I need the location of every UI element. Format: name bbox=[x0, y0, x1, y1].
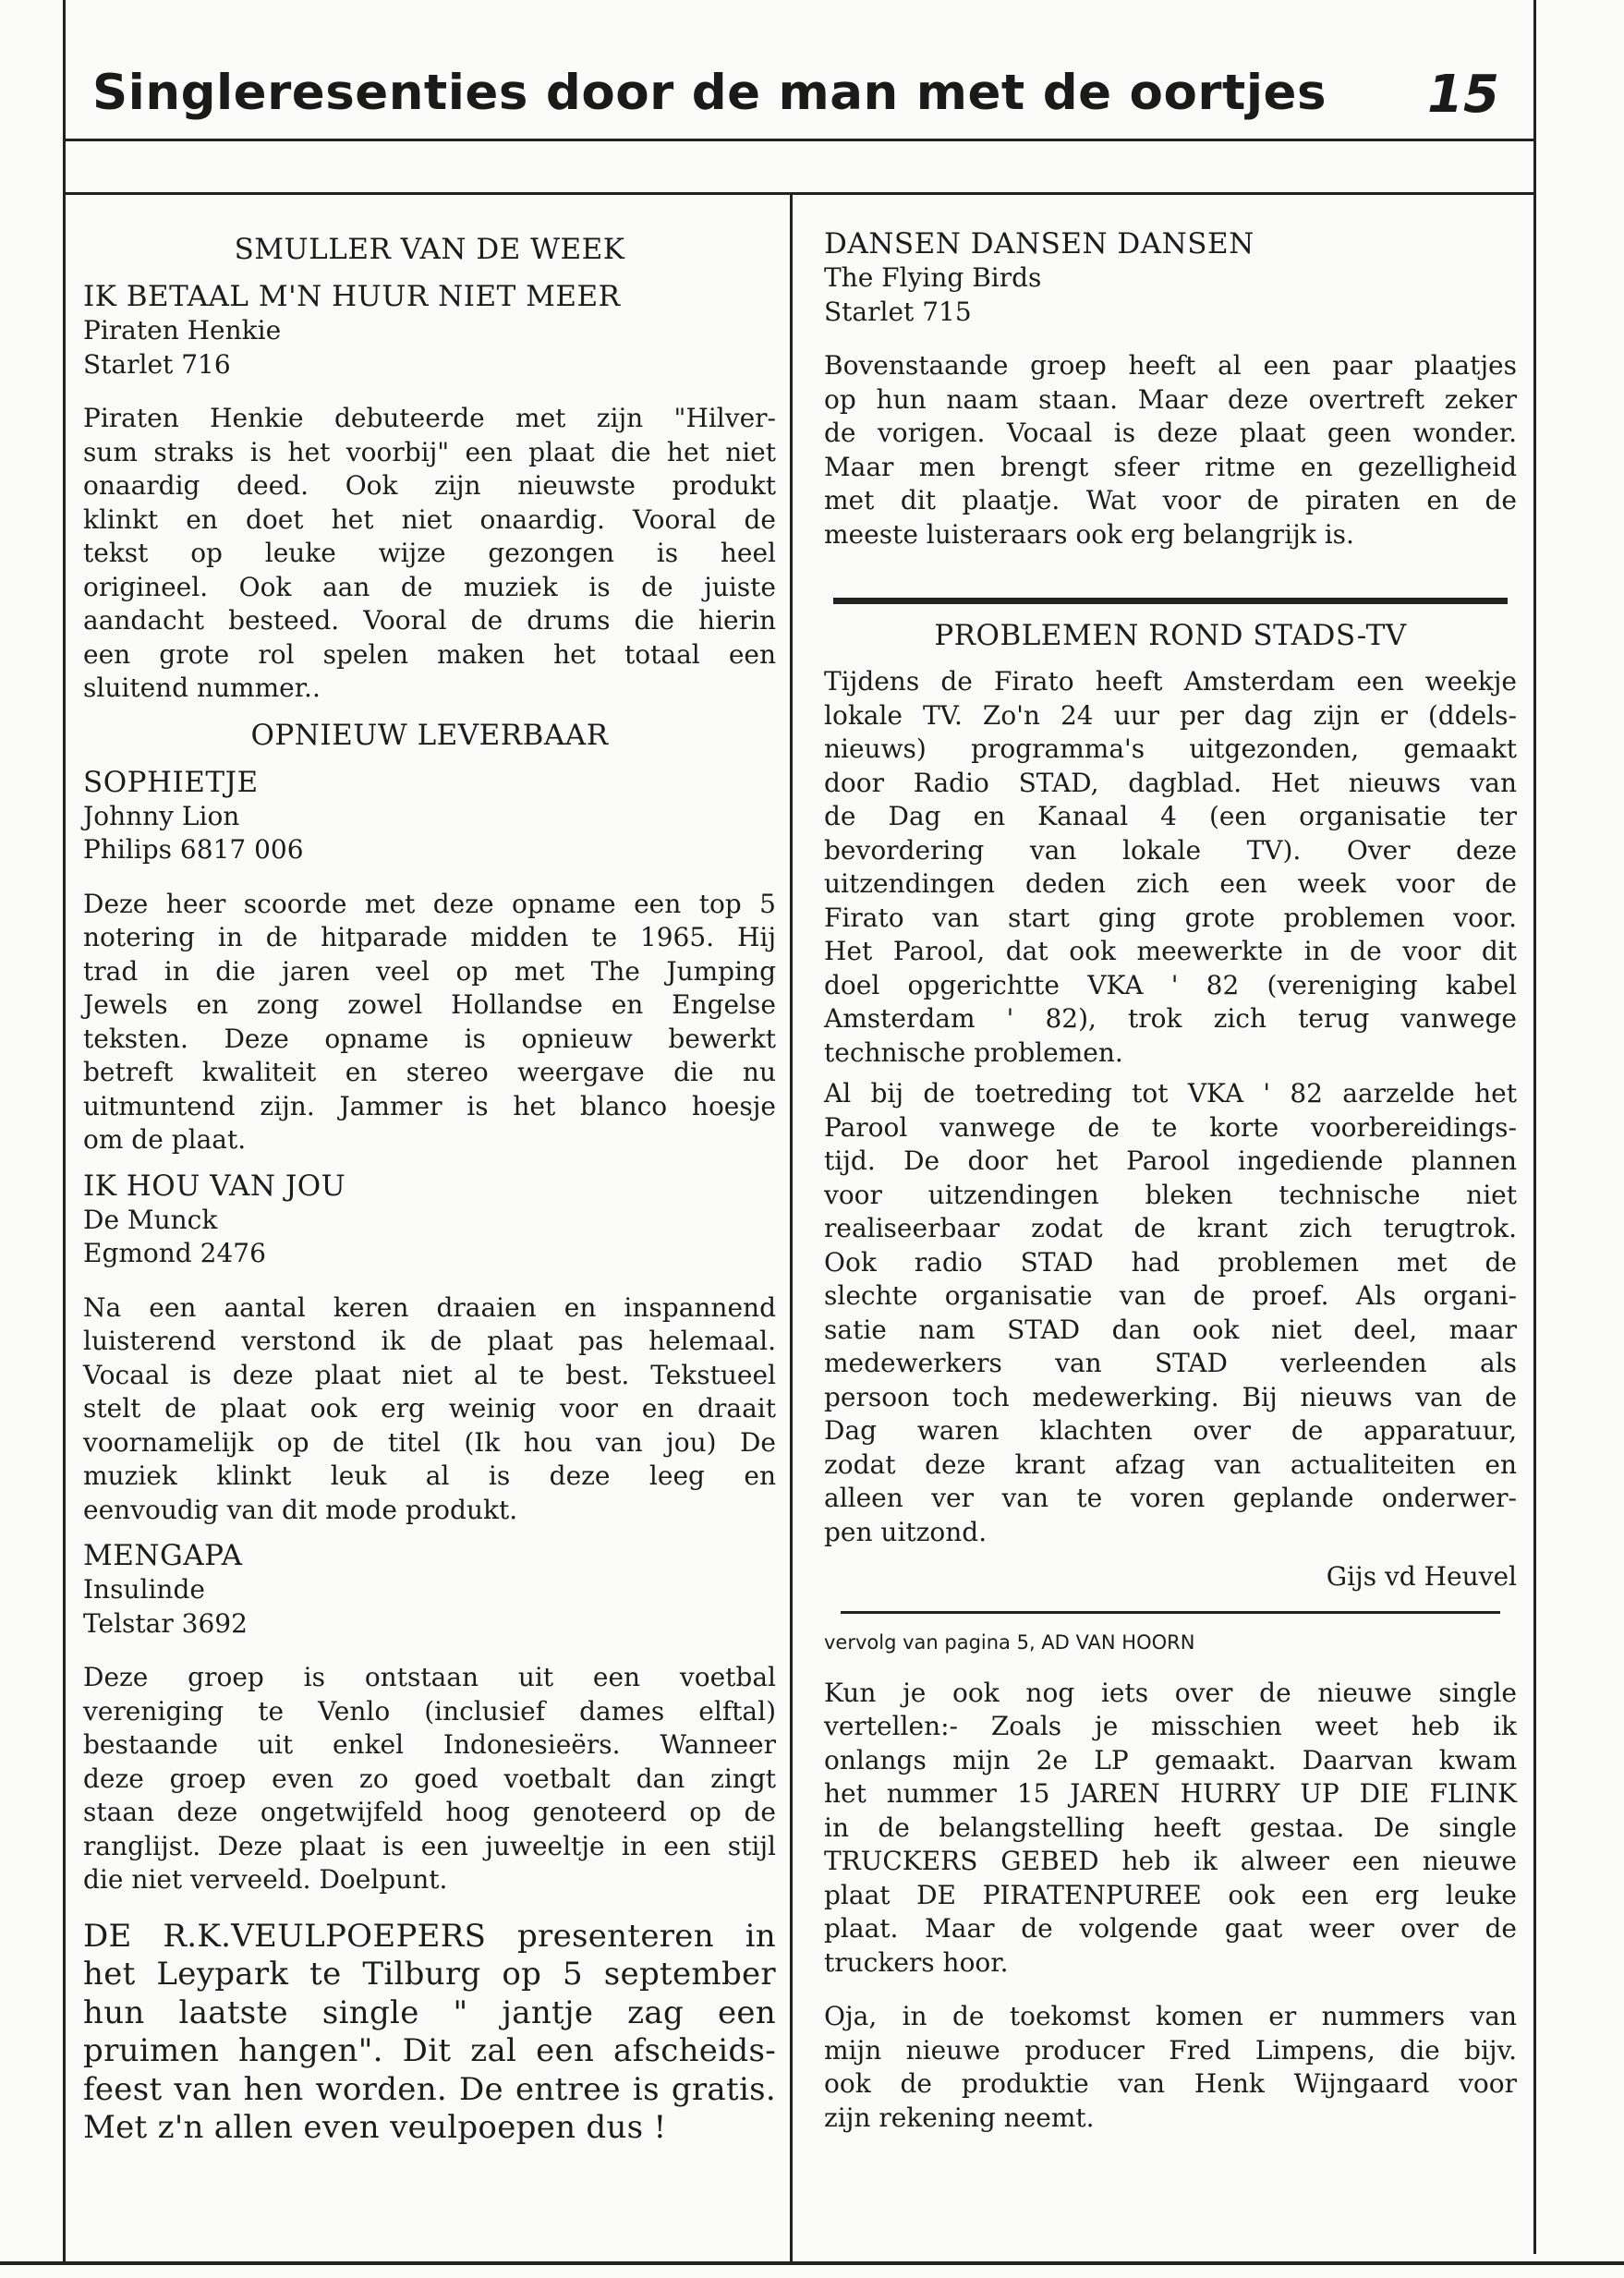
text-line: Deze groep is ontstaan uit een voetbal bbox=[83, 1662, 776, 1692]
review-title: IK HOU VAN JOU bbox=[83, 1169, 346, 1203]
interview-body bbox=[824, 1677, 1517, 2136]
text-line: mijn nieuwe producer Fred Limpens, die bijv. bbox=[824, 2034, 1517, 2066]
review-block bbox=[83, 279, 776, 706]
review-title: DANSEN DANSEN DANSEN bbox=[824, 227, 1254, 261]
text-line: vertellen:- Zoals je misschien weet heb ik bbox=[824, 1711, 1517, 1741]
text-line: sluitend nummer.. bbox=[83, 672, 321, 703]
review-title: MENGAPA bbox=[83, 1539, 243, 1572]
page-title: Singleresenties door de man met de oortjes bbox=[92, 65, 1327, 121]
text-line: stelt de plaat ook erg weinig voor en draait bbox=[83, 1393, 776, 1424]
text-line: door Radio STAD, dagblad. Het nieuws van bbox=[824, 767, 1517, 798]
text-line: Met z'n allen even veulpoepen dus ! bbox=[83, 2109, 667, 2146]
text-line: Firato van start ging grote problemen voor. bbox=[824, 902, 1517, 933]
text-line: betreft kwaliteit en stereo weergave die nu bbox=[83, 1057, 776, 1087]
review-block bbox=[83, 1169, 776, 1528]
text-line: persoon toch medewerking. Bij nieuws van de bbox=[824, 1381, 1517, 1412]
text-line: muziek klinkt leuk al is deze leeg en bbox=[83, 1460, 776, 1491]
text-line: medewerkers van STAD verleenden als bbox=[824, 1348, 1517, 1378]
review-artist: The Flying Birds bbox=[824, 262, 1042, 293]
text-line: realiseerbaar zodat de krant zich terugtrok. bbox=[824, 1213, 1517, 1243]
review-artist: Johnny Lion bbox=[83, 800, 240, 831]
section-heading-leverbaar: OPNIEUW LEVERBAAR bbox=[250, 718, 609, 752]
text-line: voor uitzendingen bleken technische niet bbox=[824, 1179, 1517, 1210]
text-line: staan deze ongetwijfeld hoog genoteerd op de bbox=[83, 1797, 776, 1827]
text-line: plaat DE PIRATENPUREE ook een erg leuke bbox=[824, 1879, 1517, 1910]
text-line: in de belangstelling heeft gestaa. De single bbox=[824, 1811, 1517, 1843]
text-line: satie nam STAD dan ook niet deel, maar bbox=[824, 1314, 1517, 1345]
text-line: Vocaal is deze plaat niet al te best. Tekstueel bbox=[83, 1359, 776, 1390]
text-line: op hun naam staan. Maar deze overtreft zeker bbox=[824, 383, 1517, 415]
review-label: Telstar 3692 bbox=[83, 1607, 248, 1639]
text-line: zijn rekening neemt. bbox=[824, 2102, 1095, 2133]
text-line: notering in de hitparade midden te 1965. Hij bbox=[83, 922, 776, 952]
text-line: origineel. Ook aan de muziek is de juiste bbox=[83, 571, 776, 602]
review-body bbox=[83, 402, 776, 706]
text-line: TRUCKERS GEBED heb ik alweer een nieuwe bbox=[824, 1846, 1517, 1876]
announcement bbox=[83, 1918, 776, 2148]
text-line: Na een aantal keren draaien en inspannend bbox=[83, 1291, 776, 1323]
text-line: uitmuntend zijn. Jammer is het blanco hoesje bbox=[83, 1090, 776, 1121]
text-line: Oja, in de toekomst komen er nummers van bbox=[824, 2001, 1517, 2031]
column-divider bbox=[790, 194, 793, 2263]
review-block bbox=[83, 765, 776, 1157]
review-title: SOPHIETJE bbox=[83, 765, 259, 799]
text-line: tijd. De door het Parool ingediende plannen bbox=[824, 1145, 1517, 1176]
text-line: deze groep even zo goed voetbalt dan zingt bbox=[83, 1763, 776, 1794]
section-heading-smuller: SMULLER VAN DE WEEK bbox=[234, 233, 625, 266]
text-line: het Leypark te Tilburg op 5 september bbox=[83, 1956, 776, 1993]
text-line: om de plaat. bbox=[83, 1124, 247, 1155]
text-line: Piraten Henkie debuteerde met zijn "Hilver- bbox=[83, 403, 776, 433]
text-line: technische problemen. bbox=[824, 1036, 1123, 1068]
text-line: Parool vanwege de te korte voorbereidings- bbox=[824, 1111, 1517, 1143]
text-line: klinkt en doet het niet onaardig. Vooral de bbox=[83, 503, 776, 535]
text-line: Deze heer scoorde met deze opname een top 5 bbox=[83, 888, 776, 919]
section-divider bbox=[833, 598, 1508, 604]
text-line: plaat. Maar de volgende gaat weer over de bbox=[824, 1913, 1517, 1944]
review-body bbox=[83, 1661, 776, 1897]
review-artist: Piraten Henkie bbox=[83, 315, 282, 345]
text-line: die niet verveeld. Doelpunt. bbox=[83, 1864, 448, 1895]
text-line: aandacht besteed. Vooral de drums die hierin bbox=[83, 605, 776, 636]
text-line: sum straks is het voorbij" een plaat die het niet bbox=[83, 436, 776, 467]
text-line: feest van hen worden. De entree is gratis. bbox=[83, 2070, 776, 2108]
page-number: 15 bbox=[1427, 65, 1499, 125]
text-line: tekst op leuke wijze gezongen is heel bbox=[83, 538, 776, 568]
review-label: Starlet 715 bbox=[824, 296, 972, 327]
page-bottom-rule bbox=[0, 2261, 1624, 2265]
review-body bbox=[83, 888, 776, 1157]
text-line: de vorigen. Vocaal is deze plaat geen wonder. bbox=[824, 418, 1517, 448]
review-title: IK BETAAL M'N HUUR NIET MEER bbox=[83, 280, 621, 313]
text-line: Tijdens de Firato heeft Amsterdam een weekje bbox=[824, 666, 1517, 697]
text-line: luisterend verstond ik de plaat pas helemaal. bbox=[83, 1326, 776, 1356]
text-line: pen uitzond. bbox=[824, 1516, 988, 1547]
text-line: bevordering van lokale TV). Over deze bbox=[824, 834, 1517, 866]
text-line: truckers hoor. bbox=[824, 1946, 1009, 1978]
review-body bbox=[83, 1291, 776, 1528]
text-line: DE R.K.VEULPOEPERS presenteren in bbox=[83, 1917, 776, 1955]
page-border-left bbox=[63, 0, 66, 2263]
text-line: ranglijst. Deze plaat is een juweeltje in een stijl bbox=[83, 1830, 776, 1861]
text-line: met dit plaatje. Wat voor de piraten en de bbox=[824, 485, 1517, 515]
text-line: het nummer 15 JAREN HURRY UP DIE FLINK bbox=[824, 1778, 1517, 1809]
text-line: de Dag en Kanaal 4 (een organisatie ter bbox=[824, 801, 1517, 831]
review-block bbox=[824, 226, 1517, 551]
review-artist: Insulinde bbox=[83, 1574, 205, 1605]
text-line: trad in die jaren veel op met The Jumping bbox=[83, 955, 776, 987]
article-body bbox=[824, 665, 1517, 1594]
text-line: Maar men brengt sfeer ritme en gezelligheid bbox=[824, 451, 1517, 482]
text-line: doel opgerichtte VKA ' 82 (vereniging kabel bbox=[824, 969, 1517, 1000]
article-heading: PROBLEMEN ROND STADS-TV bbox=[934, 619, 1407, 652]
review-label: Starlet 716 bbox=[83, 348, 231, 380]
text-line: Het Parool, dat ook meewerkte in de voor dit bbox=[824, 936, 1517, 966]
text-line: lokale TV. Zo'n 24 uur per dag zijn er (ddels- bbox=[824, 699, 1517, 731]
text-line: Al bij de toetreding tot VKA ' 82 aarzelde het bbox=[824, 1078, 1517, 1109]
review-label: Egmond 2476 bbox=[83, 1238, 266, 1268]
article-signature: Gijs vd Heuvel bbox=[1326, 1561, 1517, 1592]
text-line: vereniging te Venlo (inclusief dames elftal) bbox=[83, 1695, 776, 1727]
text-line: een grote rol spelen maken het totaal een bbox=[83, 638, 776, 670]
review-body bbox=[824, 349, 1517, 551]
text-line: uitzendingen deden zich een week voor de bbox=[824, 868, 1517, 899]
text-line: Jewels en zong zowel Hollandse en Engelse bbox=[83, 989, 776, 1020]
text-line: Kun je ook nog iets over de nieuwe single bbox=[824, 1677, 1517, 1708]
text-line: alleen ver van te voren geplande onderwer- bbox=[824, 1483, 1517, 1513]
left-column bbox=[83, 231, 776, 2148]
right-column bbox=[824, 226, 1517, 2135]
text-line: nieuws) programma's uitgezonden, gemaakt bbox=[824, 733, 1517, 764]
review-block bbox=[83, 1538, 776, 1897]
text-line: onaardig deed. Ook zijn nieuwste produkt bbox=[83, 470, 776, 501]
text-line: slechte organisatie van de proef. Als organi- bbox=[824, 1280, 1517, 1311]
header-rule-top bbox=[63, 139, 1535, 141]
text-line: Ook radio STAD had problemen met de bbox=[824, 1246, 1517, 1278]
text-line: eenvoudig van dit mode produkt. bbox=[83, 1494, 518, 1525]
text-line: Dag waren klachten over de apparatuur, bbox=[824, 1415, 1517, 1446]
header-rule-bottom bbox=[63, 192, 1535, 195]
text-line: bestaande uit enkel Indonesieërs. Wanneer bbox=[83, 1729, 776, 1760]
text-line: Bovenstaande groep heeft al een paar plaatjes bbox=[824, 350, 1517, 381]
page-border-right bbox=[1533, 0, 1536, 2254]
text-line: ook de produktie van Henk Wijngaard voor bbox=[824, 2068, 1517, 2099]
text-line: onlangs mijn 2e LP gemaakt. Daarvan kwam bbox=[824, 1744, 1517, 1775]
continued-label: vervolg van pagina 5, AD VAN HOORN bbox=[824, 1630, 1195, 1654]
text-line: Amsterdam ' 82), trok zich terug vanwege bbox=[824, 1003, 1517, 1034]
review-artist: De Munck bbox=[83, 1204, 218, 1235]
review-label: Philips 6817 006 bbox=[83, 834, 304, 865]
text-line: pruimen hangen". Dit zal een afscheids- bbox=[83, 2032, 776, 2069]
text-line: hun laatste single " jantje zag een bbox=[83, 1993, 776, 2031]
text-line: voornamelijk op de titel (Ik hou van jou) De bbox=[83, 1426, 776, 1458]
text-line: zodat deze krant afzag van actualiteiten en bbox=[824, 1448, 1517, 1480]
text-line: teksten. Deze opname is opnieuw bewerkt bbox=[83, 1023, 776, 1054]
text-line: meeste luisteraars ook erg belangrijk is. bbox=[824, 518, 1354, 550]
